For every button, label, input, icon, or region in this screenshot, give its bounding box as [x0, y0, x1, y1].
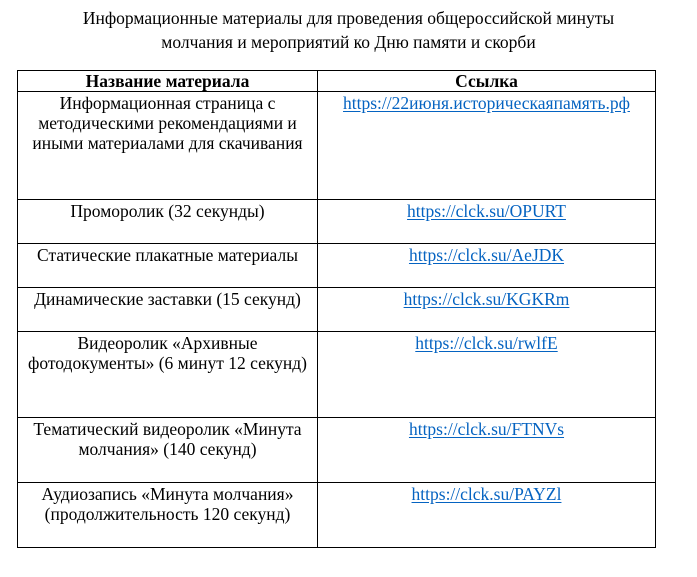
material-link-cell: [318, 483, 656, 548]
table-row: [18, 483, 656, 548]
table-row: [18, 288, 656, 332]
table-row: [18, 418, 656, 483]
table-row: [18, 92, 656, 200]
material-link-cell: [318, 418, 656, 483]
material-name: Статические плакатные материалы: [18, 244, 318, 288]
material-link-cell: [318, 200, 656, 244]
material-link[interactable]: https://22июня.историческаяпамять.рф: [343, 93, 630, 113]
table-header-row: [18, 71, 656, 92]
material-name: Аудиозапись «Минута молчания» (продолжительность 120 секунд): [18, 483, 318, 548]
material-link[interactable]: https://clck.su/FTNVs: [408, 419, 565, 439]
table-row: [18, 332, 656, 418]
material-name: Проморолик (32 секунды): [18, 200, 318, 244]
material-name: Динамические заставки (15 секунд): [18, 288, 318, 332]
document-title-line-1: Информационные материалы для проведения общероссийской минуты: [82, 8, 615, 28]
material-link-cell: [318, 92, 656, 200]
materials-table: [17, 70, 656, 548]
table-row: [18, 200, 656, 244]
column-header-link: Ссылка: [318, 71, 656, 92]
material-link-cell: [318, 332, 656, 418]
material-link[interactable]: https://clck.su/OPURT: [407, 201, 566, 221]
material-link[interactable]: https://clck.su/AeJDK: [408, 245, 565, 265]
material-name: Тематический видеоролик «Минута молчания» (140 секунд): [18, 418, 318, 483]
material-link[interactable]: https://clck.su/rwlfE: [415, 333, 558, 353]
material-name: Информационная страница с методическими рекомендациями и иными материалами для скачивания: [18, 92, 318, 200]
material-link-cell: [318, 244, 656, 288]
document-title: [0, 6, 697, 54]
material-name: Видеоролик «Архивные фотодокументы» (6 минут 12 секунд): [18, 332, 318, 418]
material-link[interactable]: https://clck.su/PAYZl: [411, 484, 562, 504]
column-header-name: Название материала: [18, 71, 318, 92]
table-row: [18, 244, 656, 288]
document-title-line-2: молчания и мероприятий ко Дню памяти и скорби: [161, 32, 536, 52]
material-link[interactable]: https://clck.su/KGKRm: [403, 289, 570, 309]
material-link-cell: [318, 288, 656, 332]
